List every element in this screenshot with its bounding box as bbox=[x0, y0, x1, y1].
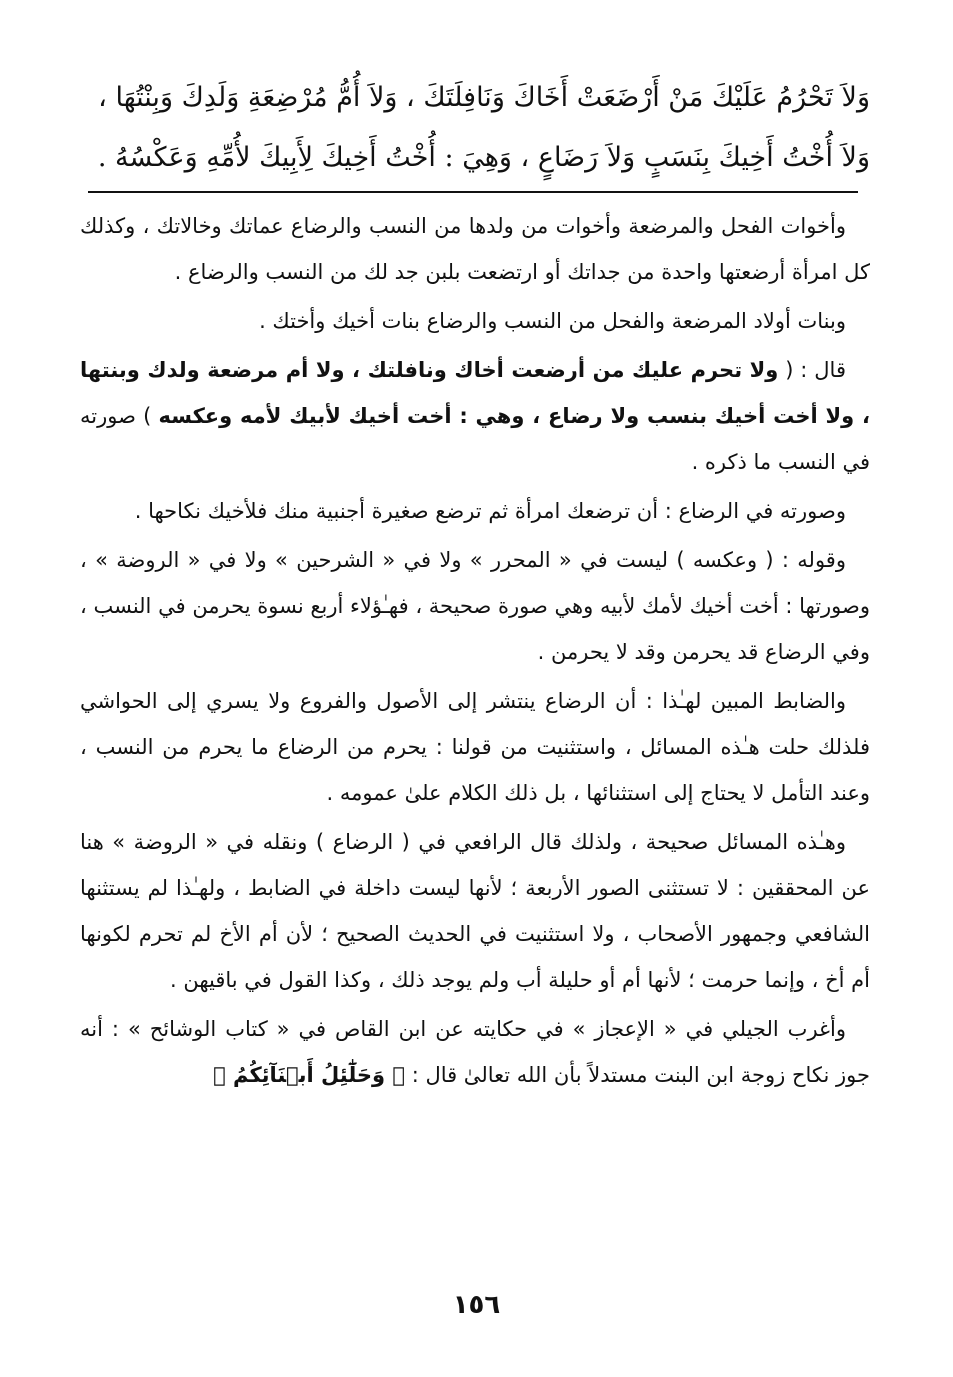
quran-verse: ﴿ وَحَلَٰٓئِلُ أَبۡنَآئِكُمُ ﴾ bbox=[213, 1063, 406, 1087]
commentary-paragraph-4: وصورته في الرضاع : أن ترضعك امرأة ثم ترضع صغيرة أجنبية منك فلأخيك نكاحها . bbox=[134, 499, 846, 523]
paragraph-8-text: وأغرب الجيلي في « الإعجاز » في حكايته عن ابن القاص في « كتاب الوشائح » : أنه جوز نكاح زوجة ابن البنت مستدلاً بأن الله تعالىٰ قال : bbox=[80, 1017, 870, 1087]
commentary-paragraph-3 bbox=[80, 347, 870, 485]
matn-text bbox=[80, 68, 870, 188]
page-number: ١٥٦ bbox=[452, 1290, 501, 1320]
commentary-paragraph-7: وهـٰذه المسائل صحيحة ، ولذلك قال الرافعي في ( الرضاع ) ونقله في « الروضة » هنا عن المحققين : لا تستثنى الصور الأربعة ؛ لأنها ليست داخلة في الضابط ، ولهـٰذا لم يستثنها الشافعي وجمهور الأصحاب ، ولا استثنيت في الحديث الصحيح ؛ لأن أم الأخ لم تحرم لكونها أم أخ ، وإنما حرمت ؛ لأنها أم أو حليلة أب ولم يوجد ذلك ، وكذا القول في باقيهن . bbox=[80, 830, 870, 992]
quote-rest: ) صورته في النسب ما ذكره . bbox=[80, 404, 870, 474]
commentary-paragraph-8 bbox=[80, 1006, 870, 1098]
commentary-paragraph-1: وأخوات الفحل والمرضعة وأخوات من ولدها من النسب والرضاع عماتك وخالاتك ، وكذلك كل امرأة أرضعتها واحدة من جداتك أو ارتضعت بلبن جد لك من النسب والرضاع . bbox=[80, 214, 870, 284]
commentary-text bbox=[80, 203, 870, 1101]
commentary-paragraph-6: والضابط المبين لهـٰذا : أن الرضاع ينتشر إلى الأصول والفروع ولا يسري إلى الحواشي فلذلك حلت هـٰذه المسائل ، واستثنيت من قولنا : يحرم من الرضاع ما يحرم من النسب ، وعند التأمل لا يحتاج إلى استثنائها ، بل ذلك الكلام علىٰ عمومه . bbox=[80, 689, 870, 805]
matn-line-2: وَلاَ أُخْتُ أَخِيكَ بِنَسَبٍ وَلاَ رَضَاعٍ ، وَهِيَ : أُخْتُ أَخِيكَ لِأَبِيكَ لأُمِّهِ وَعَكْسُهُ . bbox=[97, 142, 870, 173]
commentary-paragraph-5: وقوله : ( وعكسه ) ليست في « المحرر » ولا في « الشرحين » ولا في « الروضة » ، وصورتها : أخت أخيك لأمك لأبيه وهي صورة صحيحة ، فهـٰؤلاء أربع نسوة يحرمن في النسب ، وفي الرضاع قد يحرمن وقد لا يحرمن . bbox=[80, 548, 870, 664]
quoted-matn: ولا تحرم عليك من أرضعت أخاك ونافلتك ، ولا أم مرضعة ولدك وبنتها ، ولا أخت أخيك بنسب ولا رضاع ، وهي : أخت أخيك لأبيك لأمه وعكسه bbox=[80, 358, 870, 428]
matn-line-1: وَلاَ تَحْرُمُ عَلَيْكَ مَنْ أَرْضَعَتْ أَخَاكَ وَنَافِلَتَكَ ، وَلاَ أُمُّ مُرْضِعَةِ وَلَدِكَ وَبِنْتُهَا ، bbox=[98, 82, 870, 113]
commentary-paragraph-2: وبنات أولاد المرضعة والفحل من النسب والرضاع بنات أخيك وأختك . bbox=[259, 309, 846, 333]
quote-intro: قال : ( bbox=[778, 358, 846, 382]
separator-rule bbox=[88, 191, 858, 193]
